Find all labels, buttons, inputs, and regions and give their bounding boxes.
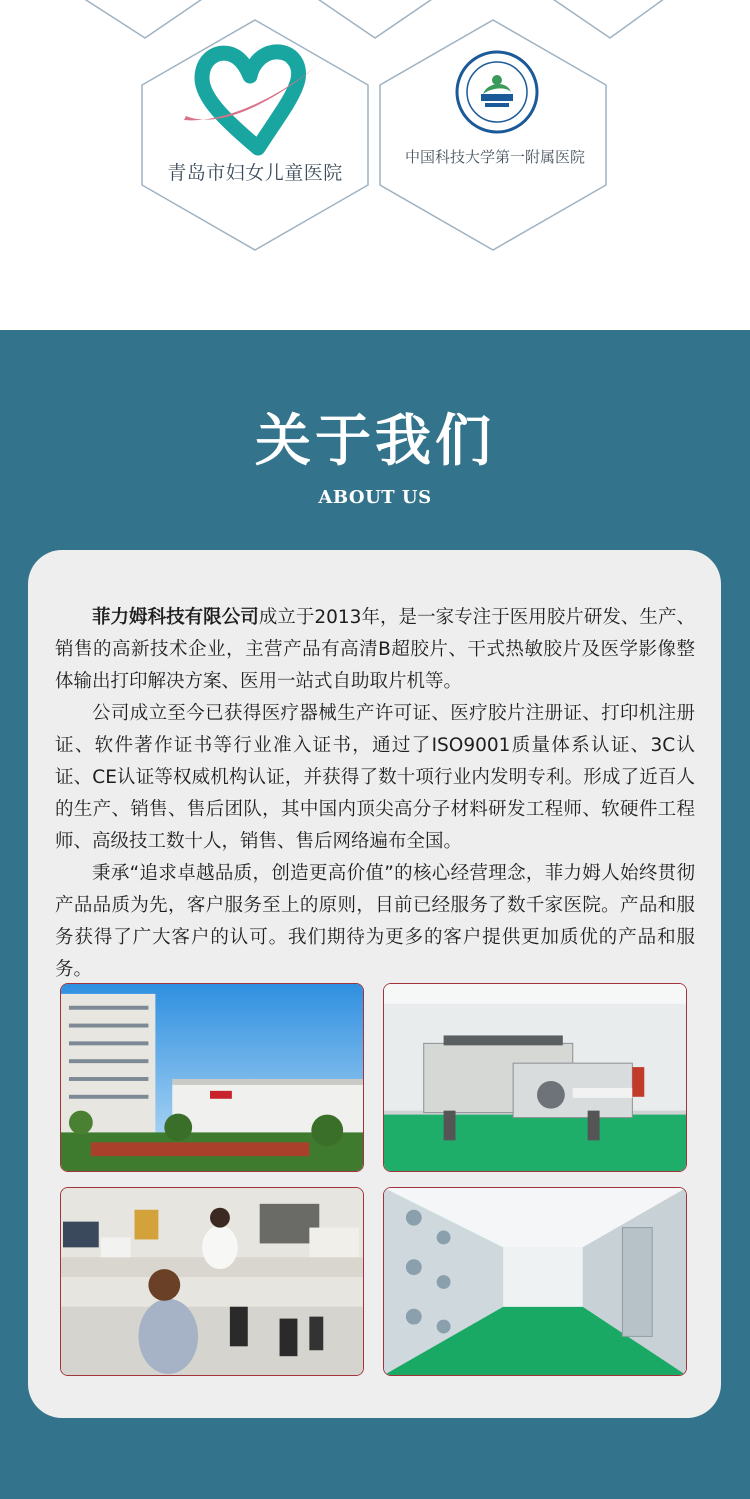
hexagon-grid: [0, 0, 750, 330]
laboratory-photo: [60, 1187, 364, 1376]
factory-building-photo: [60, 983, 364, 1172]
production-machine-photo: [383, 983, 687, 1172]
intro-paragraph-1: [55, 602, 695, 698]
section-subtitle: ABOUT US: [318, 487, 432, 508]
round-seal-logo: [455, 50, 539, 134]
about-us-section: [0, 330, 750, 1499]
company-introduction: [55, 602, 695, 986]
company-name: 菲力姆科技有限公司: [92, 607, 259, 628]
section-title: 关于我们: [255, 408, 495, 474]
intro-paragraph-2: 公司成立至今已获得医疗器械生产许可证、医疗胶片注册证、打印机注册证、软件著作证书等行业准入证书，通过了ISO9001质量体系认证、3C认证、CE认证等权威机构认证，并获得了数十项行业内发明专利。形成了近百人的生产、销售、售后团队，其中国内顶尖高分子材料研发工程师、软硬件工程师、高级技工数十人，销售、售后网络遍布全国。: [55, 703, 695, 852]
intro-paragraph-1-text: 成立于2013年，是一家专注于医用胶片研发、生产、销售的高新技术企业，主营产品有高清B超胶片、干式热敏胶片及医学影像整体输出打印解决方案、医用一站式自助取片机等。: [55, 607, 695, 692]
partner-hospitals-section: [0, 0, 750, 330]
hospital-name-qingdao: 青岛市妇女儿童医院: [167, 162, 343, 184]
cleanroom-corridor-photo: [383, 1187, 687, 1376]
heart-ribbon-logo: [180, 40, 330, 158]
hospital-name-ustc: 中国科技大学第一附属医院: [404, 148, 585, 166]
intro-paragraph-3: 秉承“追求卓越品质，创造更高价值”的核心经营理念，菲力姆人始终贯彻产品品质为先，客户服务至上的原则，目前已经服务了数千家医院。产品和服务获得了广大客户的认可。我们期待为更多的客户提供更加质优的产品和服务。: [55, 863, 695, 980]
about-card: [28, 550, 721, 1418]
